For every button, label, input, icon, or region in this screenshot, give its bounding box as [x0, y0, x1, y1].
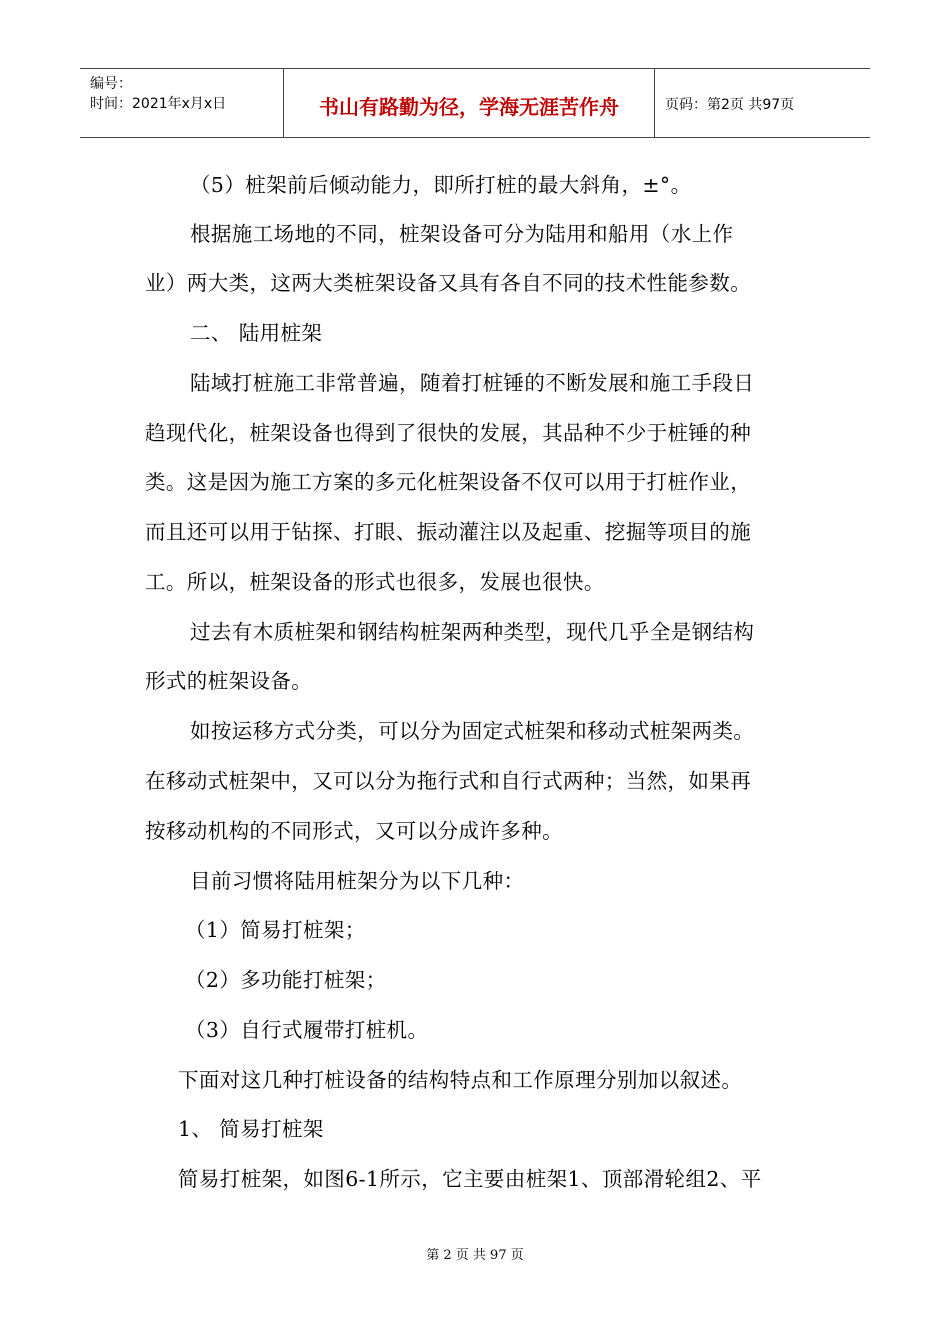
header-page-info: 页码：第2页 共97页	[665, 97, 795, 113]
body-line: （5）桩架前后倾动能力，即所打桩的最大斜角，±°。	[190, 173, 692, 197]
body-line: 目前习惯将陆用桩架分为以下几种：	[190, 869, 525, 893]
list-item: （1）简易打桩架；	[185, 918, 366, 942]
body-line: 根据施工场地的不同，桩架设备可分为陆用和船用（水上作	[190, 222, 734, 246]
body-line: 如按运移方式分类，可以分为固定式桩架和移动式桩架两类。	[190, 719, 755, 743]
list-item: （2）多功能打桩架；	[185, 968, 387, 992]
body-line: 而且还可以用于钻探、打眼、振动灌注以及起重、挖掘等项目的施	[145, 520, 752, 544]
list-item: （3）自行式履带打桩机。	[185, 1018, 429, 1042]
header-motto-cell	[284, 69, 655, 137]
body-line: 按移动机构的不同形式，又可以分成许多种。	[145, 819, 563, 843]
body-line: 过去有木质桩架和钢结构桩架两种类型，现代几乎全是钢结构	[190, 620, 755, 644]
document-time-label: 时间：2021年x月x日	[90, 96, 227, 112]
body-line: 工。所以，桩架设备的形式也很多，发展也很快。	[145, 570, 605, 594]
body-line: 形式的桩架设备。	[145, 669, 313, 693]
header-motto: 书山有路勤为径，学海无涯苦作舟	[319, 95, 619, 119]
document-number-label: 编号：	[90, 76, 132, 92]
header-info-cell	[80, 69, 284, 137]
body-line: 类。这是因为施工方案的多元化桩架设备不仅可以用于打桩作业，	[145, 470, 752, 494]
body-line: 在移动式桩架中，又可以分为拖行式和自行式两种；当然，如果再	[145, 769, 752, 793]
body-line: 趋现代化，桩架设备也得到了很快的发展，其品种不少于桩锤的种	[145, 421, 752, 445]
body-line: 简易打桩架，如图6-1所示，它主要由桩架1、顶部滑轮组2、平	[178, 1167, 762, 1191]
body-line: 下面对这几种打桩设备的结构特点和工作原理分别加以叙述。	[178, 1068, 743, 1092]
header-page-cell	[655, 69, 870, 137]
body-line: 业）两大类，这两大类桩架设备又具有各自不同的技术性能参数。	[145, 271, 752, 295]
document-header	[80, 68, 870, 138]
section-heading: 二、 陆用桩架	[190, 321, 323, 345]
body-line: 陆域打桩施工非常普遍，随着打桩锤的不断发展和施工手段日	[190, 371, 755, 395]
section-heading: 1、 简易打桩架	[178, 1117, 324, 1141]
page-footer: 第 2 页 共 97 页	[426, 1248, 524, 1263]
